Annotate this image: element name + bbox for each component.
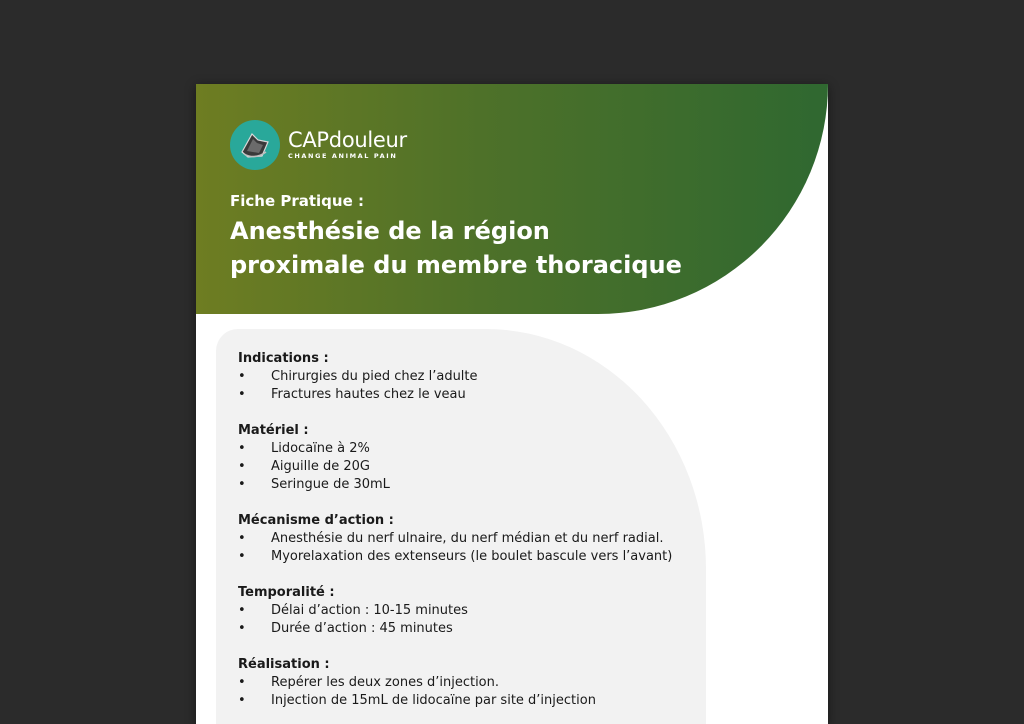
section-realisation	[238, 656, 708, 710]
list-item: • Myorelaxation des extenseurs (le boulet bascule vers l’avant)	[238, 549, 673, 564]
section-heading: Mécanisme d’action :	[238, 513, 394, 528]
bullet: •	[238, 477, 246, 492]
brand-tagline: CHANGE ANIMAL PAIN	[288, 152, 398, 161]
content-body	[238, 350, 708, 724]
bullet: •	[238, 693, 246, 708]
section-heading: Indications :	[238, 351, 329, 366]
bullet: •	[238, 603, 246, 618]
hoof-logo-icon	[230, 120, 280, 170]
section-temporalite	[238, 584, 708, 638]
bullet: •	[238, 549, 246, 564]
document-page	[196, 84, 828, 724]
list-item: • Aiguille de 20G	[238, 459, 370, 474]
list-item: • Fractures hautes chez le veau	[238, 387, 466, 402]
document-kicker: Fiche Pratique :	[230, 192, 364, 210]
bullet: •	[238, 531, 246, 546]
brand-logo	[230, 120, 407, 170]
list-item: • Délai d’action : 10-15 minutes	[238, 603, 468, 618]
bullet: •	[238, 387, 246, 402]
section-indications	[238, 350, 708, 404]
section-heading: Réalisation :	[238, 657, 330, 672]
brand-name-cap: CAP	[288, 128, 329, 153]
document-title	[230, 214, 682, 282]
list-item: • Chirurgies du pied chez l’adulte	[238, 369, 478, 384]
brand-wordmark	[288, 130, 407, 160]
bullet: •	[238, 675, 246, 690]
section-heading: Temporalité :	[238, 585, 335, 600]
list-item: • Anesthésie du nerf ulnaire, du nerf médian et du nerf radial.	[238, 531, 664, 546]
title-line-1: Anesthésie de la région	[230, 217, 550, 245]
bullet: •	[238, 441, 246, 456]
title-line-2: proximale du membre thoracique	[230, 251, 682, 279]
section-heading: Matériel :	[238, 423, 309, 438]
bullet: •	[238, 621, 246, 636]
list-item: • Repérer les deux zones d’injection.	[238, 675, 500, 690]
bullet: •	[238, 369, 246, 384]
list-item: • Seringue de 30mL	[238, 477, 390, 492]
header-banner	[196, 84, 828, 314]
list-item: • Lidocaïne à 2%	[238, 441, 370, 456]
section-materiel	[238, 422, 708, 494]
brand-name-rest: douleur	[328, 128, 407, 153]
list-item: • Durée d’action : 45 minutes	[238, 621, 453, 636]
section-mecanisme	[238, 512, 708, 566]
bullet: •	[238, 459, 246, 474]
list-item: • Injection de 15mL de lidocaïne par site d’injection	[238, 693, 596, 708]
